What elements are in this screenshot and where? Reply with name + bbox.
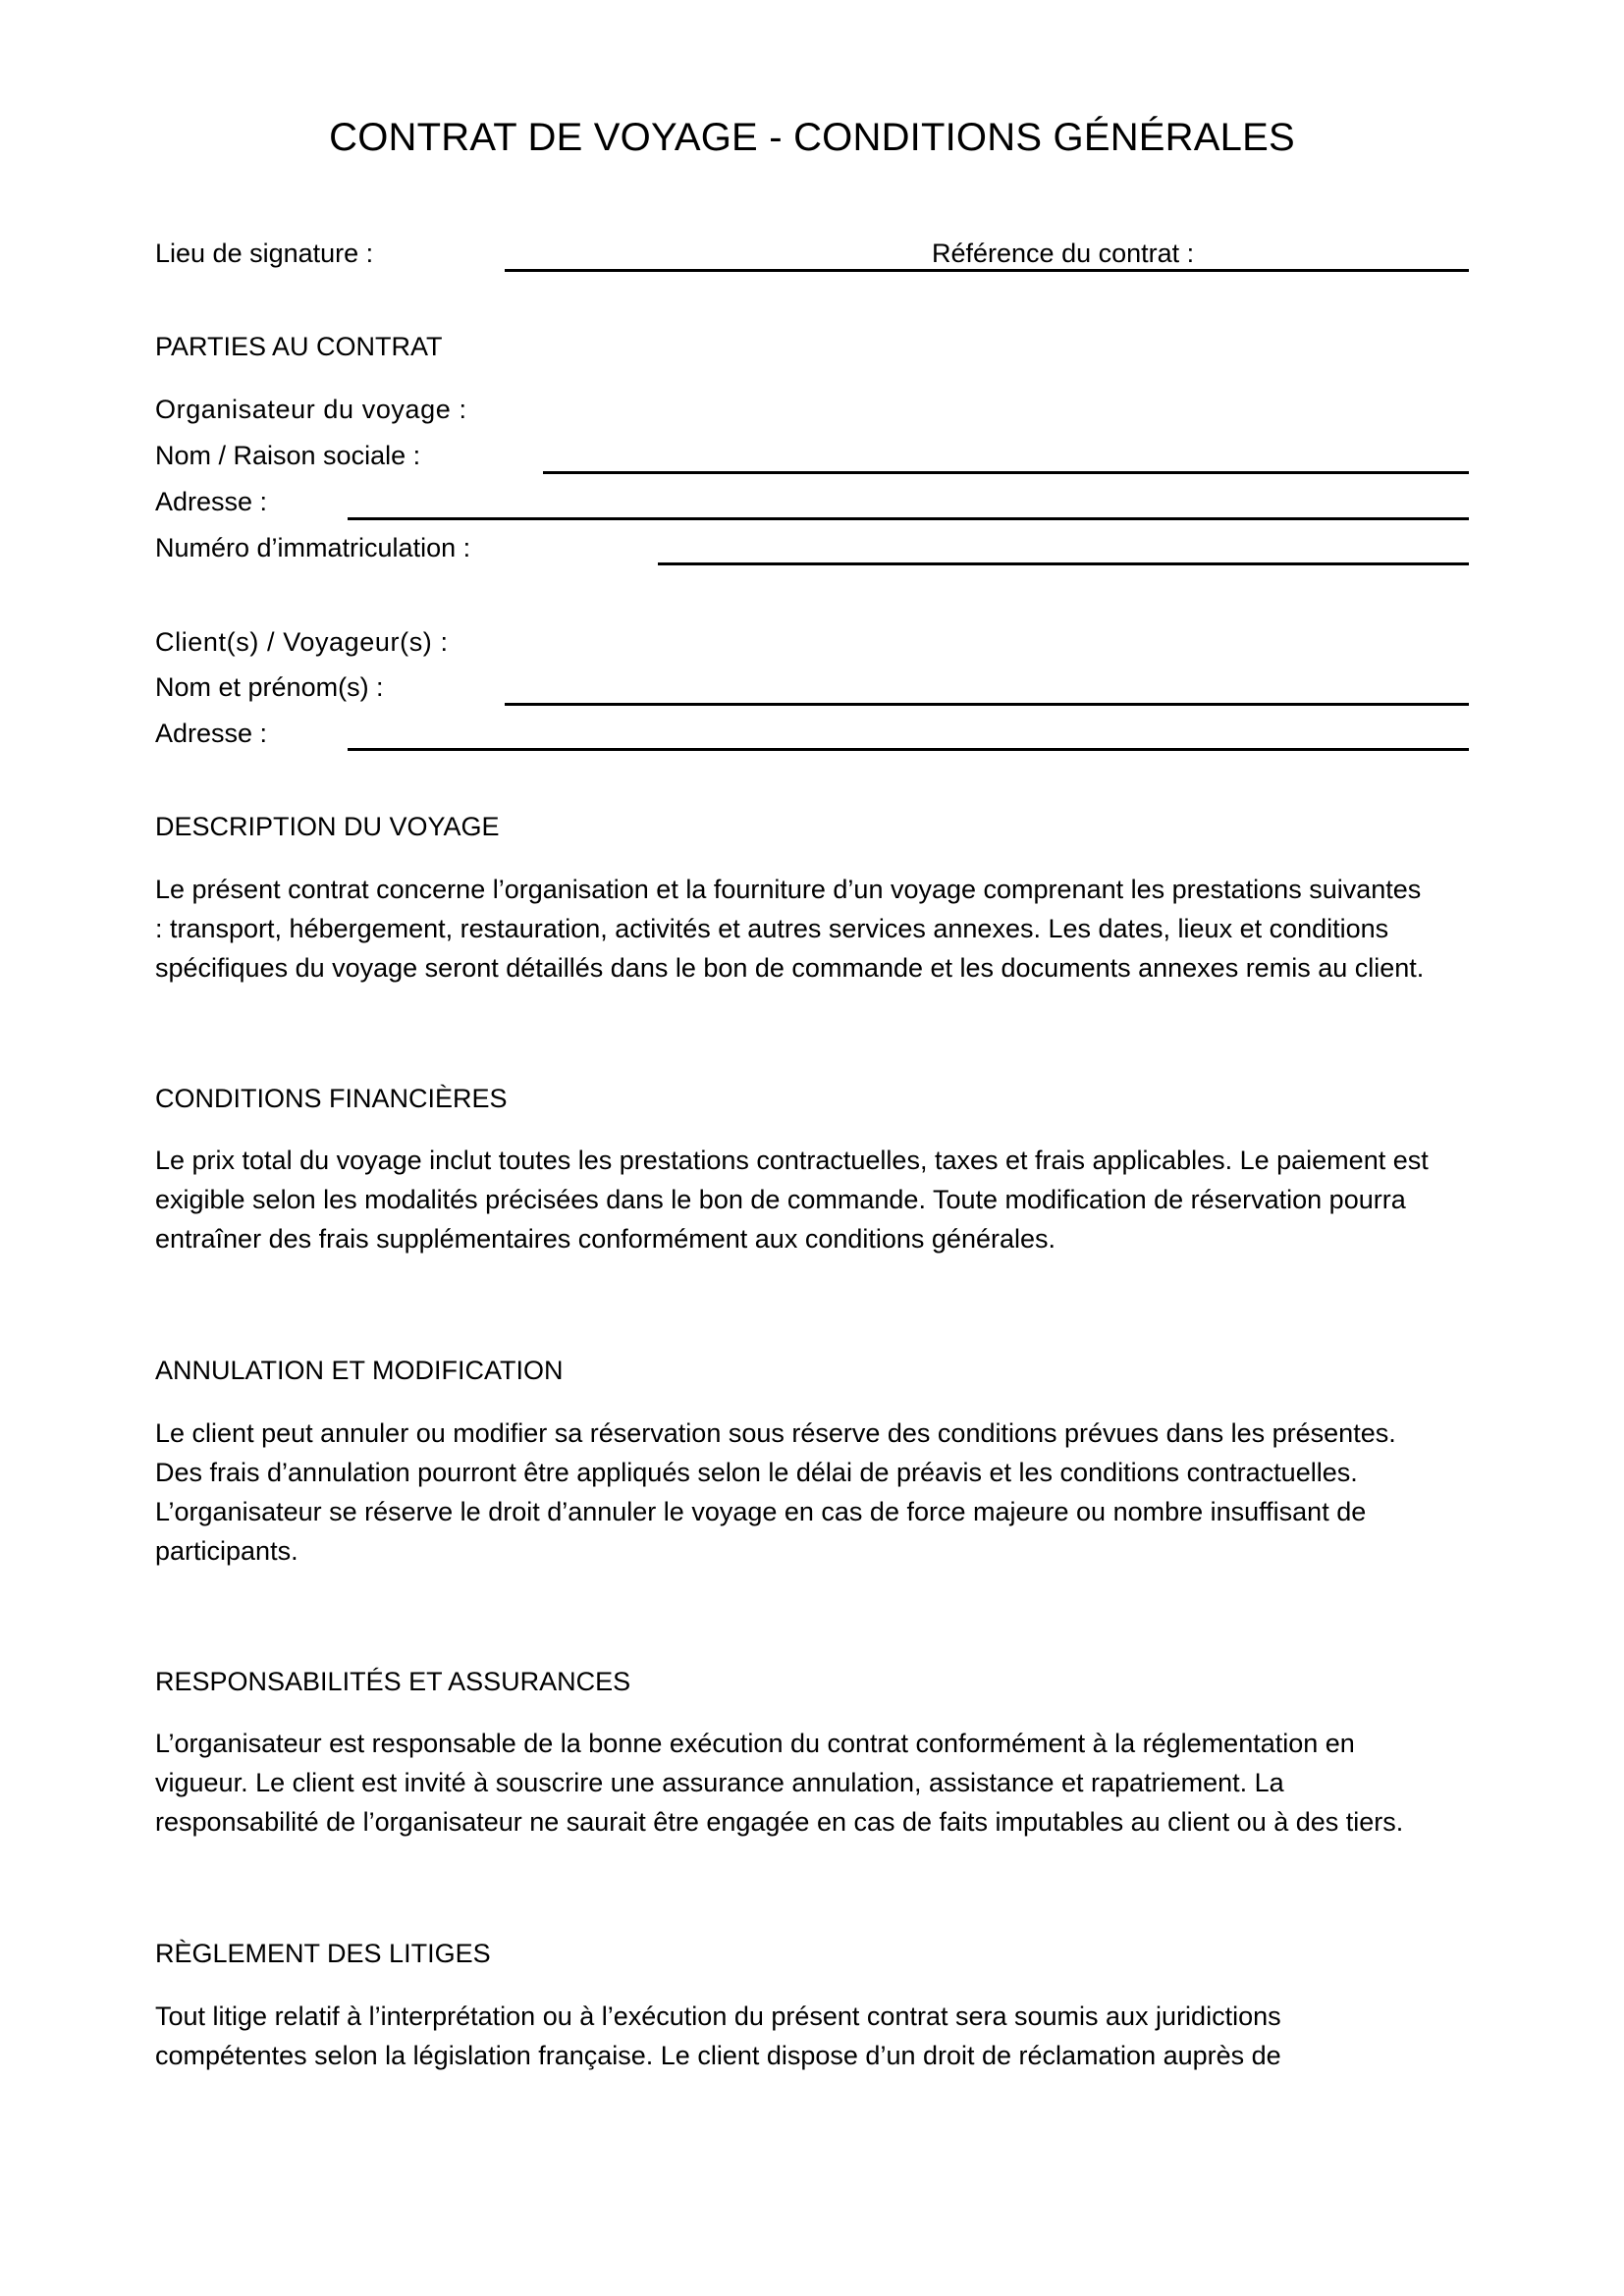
section-body-responsabilites (155, 1724, 1490, 1842)
client-nom-field[interactable] (505, 703, 1469, 706)
section-body-description (155, 870, 1490, 988)
organisateur-nom-field[interactable] (543, 471, 1469, 474)
organisateur-adresse-label: Adresse : (155, 487, 268, 516)
section-body-litiges (155, 1997, 1490, 2075)
organisateur-immatriculation-field[interactable] (658, 562, 1469, 565)
paragraph-line: compétentes selon la législation française. Le client dispose d’un droit de réclamation auprès de (155, 2041, 1281, 2070)
organisateur-label: Organisateur du voyage : (155, 395, 467, 424)
client-adresse-field[interactable] (348, 748, 1469, 751)
section-heading-litiges: RÈGLEMENT DES LITIGES (155, 1939, 491, 1968)
lieu-signature-label: Lieu de signature : (155, 239, 374, 268)
section-heading-description: DESCRIPTION DU VOYAGE (155, 812, 500, 841)
paragraph-line: responsabilité de l’organisateur ne saurait être engagée en cas de faits imputables au client ou à des tiers. (155, 1807, 1404, 1837)
paragraph-line: Le présent contrat concerne l’organisation et la fourniture d’un voyage comprenant les prestations suivantes (155, 875, 1422, 904)
paragraph-line: spécifiques du voyage seront détaillés dans le bon de commande et les documents annexes remis au client. (155, 953, 1425, 983)
paragraph-line: Tout litige relatif à l’interprétation ou à l’exécution du présent contrat sera soumis aux juridictions (155, 2002, 1281, 2031)
client-adresse-label: Adresse : (155, 719, 268, 748)
paragraph-line: L’organisateur se réserve le droit d’annuler le voyage en cas de force majeure ou nombre insuffisant de (155, 1497, 1367, 1526)
paragraph-line: Des frais d’annulation pourront être appliqués selon le délai de préavis et les conditions contractuelles. (155, 1458, 1358, 1487)
lieu-signature-field[interactable] (505, 269, 1469, 272)
section-heading-parties: PARTIES AU CONTRAT (155, 332, 443, 361)
paragraph-line: vigueur. Le client est invité à souscrire une assurance annulation, assistance et rapatriement. La (155, 1768, 1284, 1797)
section-heading-responsabilites: RESPONSABILITÉS ET ASSURANCES (155, 1667, 631, 1696)
paragraph-line: entraîner des frais supplémentaires conformément aux conditions générales. (155, 1224, 1056, 1254)
section-body-financieres (155, 1141, 1490, 1258)
paragraph-line: : transport, hébergement, restauration, activités et autres services annexes. Les dates, lieux et conditions (155, 914, 1389, 943)
document-title: CONTRAT DE VOYAGE - CONDITIONS GÉNÉRALES (329, 116, 1295, 159)
paragraph-line: L’organisateur est responsable de la bonne exécution du contrat conformément à la réglementation en (155, 1729, 1355, 1758)
reference-contrat-label: Référence du contrat : (932, 239, 1195, 268)
client-label: Client(s) / Voyageur(s) : (155, 627, 449, 657)
client-nom-label: Nom et prénom(s) : (155, 672, 384, 702)
section-heading-annulation: ANNULATION ET MODIFICATION (155, 1356, 564, 1385)
organisateur-immatriculation-label: Numéro d’immatriculation : (155, 533, 471, 562)
organisateur-nom-label: Nom / Raison sociale : (155, 441, 421, 470)
paragraph-line: Le prix total du voyage inclut toutes les prestations contractuelles, taxes et frais applicables. Le paiement est (155, 1146, 1429, 1175)
organisateur-adresse-field[interactable] (348, 517, 1469, 520)
section-body-annulation (155, 1414, 1490, 1571)
paragraph-line: participants. (155, 1536, 298, 1566)
paragraph-line: exigible selon les modalités précisées dans le bon de commande. Toute modification de réservation pourra (155, 1185, 1406, 1214)
paragraph-line: Le client peut annuler ou modifier sa réservation sous réserve des conditions prévues dans les présentes. (155, 1418, 1396, 1448)
section-heading-financieres: CONDITIONS FINANCIÈRES (155, 1084, 508, 1113)
